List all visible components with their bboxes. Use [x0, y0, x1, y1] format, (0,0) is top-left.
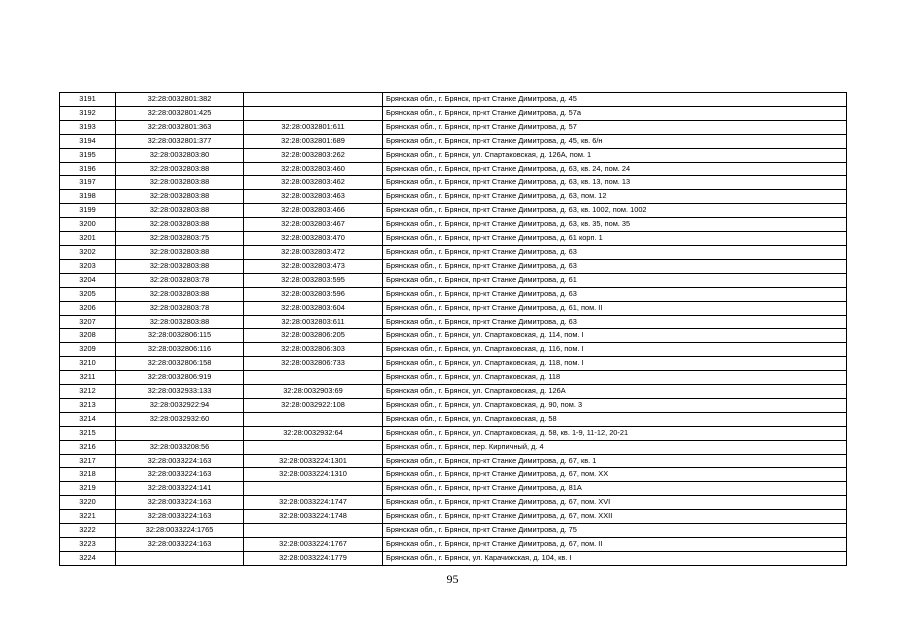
table-row [60, 357, 847, 371]
cadastral-number-cell: 32:28:0032801:382 [116, 93, 244, 107]
table-row [60, 287, 847, 301]
row-number-cell: 3199 [60, 204, 116, 218]
address-cell: Брянская обл., г. Брянск, ул. Спартаковская, д. 126А [383, 385, 847, 399]
table-row [60, 398, 847, 412]
object-cadastral-number-cell: 32:28:0032806:205 [244, 329, 383, 343]
row-number-cell: 3223 [60, 538, 116, 552]
cadastral-number-cell: 32:28:0032922:94 [116, 398, 244, 412]
row-number-cell: 3224 [60, 551, 116, 565]
row-number-cell: 3208 [60, 329, 116, 343]
object-cadastral-number-cell: 32:28:0032803:463 [244, 190, 383, 204]
table-row [60, 162, 847, 176]
table-row [60, 134, 847, 148]
address-cell: Брянская обл., г. Брянск, пр-кт Станке Димитрова, д. 67, пом. XX [383, 468, 847, 482]
object-cadastral-number-cell: 32:28:0032803:611 [244, 315, 383, 329]
table-row [60, 204, 847, 218]
address-cell: Брянская обл., г. Брянск, пр-кт Станке Димитрова, д. 45, кв. 6/н [383, 134, 847, 148]
cadastral-number-cell: 32:28:0033224:163 [116, 538, 244, 552]
address-cell: Брянская обл., г. Брянск, ул. Спартаковская, д. 58, кв. 1-9, 11-12, 20-21 [383, 426, 847, 440]
row-number-cell: 3193 [60, 120, 116, 134]
table-row [60, 524, 847, 538]
address-cell: Брянская обл., г. Брянск, ул. Спартаковская, д. 118 [383, 371, 847, 385]
cadastral-number-cell: 32:28:0032803:78 [116, 301, 244, 315]
object-cadastral-number-cell [244, 93, 383, 107]
object-cadastral-number-cell [244, 371, 383, 385]
cadastral-number-cell: 32:28:0032933:133 [116, 385, 244, 399]
table-row [60, 385, 847, 399]
object-cadastral-number-cell: 32:28:0032803:466 [244, 204, 383, 218]
address-cell: Брянская обл., г. Брянск, ул. Карачижская, д. 104, кв. I [383, 551, 847, 565]
cadastral-number-cell: 32:28:0032803:88 [116, 315, 244, 329]
table-row [60, 301, 847, 315]
object-cadastral-number-cell: 32:28:0032801:689 [244, 134, 383, 148]
address-cell: Брянская обл., г. Брянск, пр-кт Станке Димитрова, д. 61 корп. 1 [383, 232, 847, 246]
cadastral-table [59, 92, 847, 566]
address-cell: Брянская обл., г. Брянск, пр-кт Станке Димитрова, д. 67, пом. XXII [383, 510, 847, 524]
address-cell: Брянская обл., г. Брянск, пр-кт Станке Димитрова, д. 61 [383, 273, 847, 287]
row-number-cell: 3221 [60, 510, 116, 524]
address-cell: Брянская обл., г. Брянск, пр-кт Станке Димитрова, д. 57 [383, 120, 847, 134]
address-cell: Брянская обл., г. Брянск, пр-кт Станке Димитрова, д. 61, пом. II [383, 301, 847, 315]
row-number-cell: 3202 [60, 245, 116, 259]
cadastral-number-cell: 32:28:0032806:115 [116, 329, 244, 343]
object-cadastral-number-cell: 32:28:0032803:473 [244, 259, 383, 273]
address-cell: Брянская обл., г. Брянск, пр-кт Станке Димитрова, д. 63, пом. 12 [383, 190, 847, 204]
cadastral-number-cell: 32:28:0032932:60 [116, 412, 244, 426]
cadastral-number-cell: 32:28:0032803:80 [116, 148, 244, 162]
address-cell: Брянская обл., г. Брянск, пр-кт Станке Димитрова, д. 67, кв. 1 [383, 454, 847, 468]
address-cell: Брянская обл., г. Брянск, пр-кт Станке Димитрова, д. 63 [383, 259, 847, 273]
cadastral-number-cell: 32:28:0033224:141 [116, 482, 244, 496]
row-number-cell: 3203 [60, 259, 116, 273]
table-row [60, 329, 847, 343]
row-number-cell: 3197 [60, 176, 116, 190]
cadastral-number-cell: 32:28:0032806:158 [116, 357, 244, 371]
object-cadastral-number-cell: 32:28:0032803:462 [244, 176, 383, 190]
cadastral-number-cell: 32:28:0032803:88 [116, 259, 244, 273]
object-cadastral-number-cell: 32:28:0033224:1310 [244, 468, 383, 482]
object-cadastral-number-cell: 32:28:0033224:1767 [244, 538, 383, 552]
object-cadastral-number-cell: 32:28:0032903:69 [244, 385, 383, 399]
cadastral-number-cell: 32:28:0032801:425 [116, 106, 244, 120]
row-number-cell: 3212 [60, 385, 116, 399]
table-row [60, 259, 847, 273]
row-number-cell: 3213 [60, 398, 116, 412]
object-cadastral-number-cell: 32:28:0033224:1748 [244, 510, 383, 524]
page-number: 95 [446, 572, 459, 586]
cadastral-number-cell: 32:28:0032801:377 [116, 134, 244, 148]
address-cell: Брянская обл., г. Брянск, пр-кт Станке Димитрова, д. 63, кв. 24, пом. 24 [383, 162, 847, 176]
table-row [60, 93, 847, 107]
table-row [60, 190, 847, 204]
table-row [60, 120, 847, 134]
address-cell: Брянская обл., г. Брянск, пр-кт Станке Димитрова, д. 45 [383, 93, 847, 107]
address-cell: Брянская обл., г. Брянск, пр-кт Станке Димитрова, д. 75 [383, 524, 847, 538]
table-row [60, 496, 847, 510]
address-cell: Брянская обл., г. Брянск, пр-кт Станке Димитрова, д. 67, пом. II [383, 538, 847, 552]
table-row [60, 176, 847, 190]
table-row [60, 551, 847, 565]
cadastral-number-cell: 32:28:0033224:163 [116, 468, 244, 482]
object-cadastral-number-cell: 32:28:0032922:108 [244, 398, 383, 412]
table-row [60, 148, 847, 162]
table-row [60, 412, 847, 426]
table-row [60, 426, 847, 440]
address-cell: Брянская обл., г. Брянск, ул. Спартаковская, д. 58 [383, 412, 847, 426]
row-number-cell: 3211 [60, 371, 116, 385]
address-cell: Брянская обл., г. Брянск, пр-кт Станке Димитрова, д. 63 [383, 287, 847, 301]
cadastral-number-cell [116, 551, 244, 565]
address-cell: Брянская обл., г. Брянск, пр-кт Станке Димитрова, д. 67, пом. XVI [383, 496, 847, 510]
object-cadastral-number-cell [244, 412, 383, 426]
cadastral-number-cell: 32:28:0032806:919 [116, 371, 244, 385]
table-row [60, 343, 847, 357]
row-number-cell: 3219 [60, 482, 116, 496]
address-cell: Брянская обл., г. Брянск, ул. Спартаковская, д. 118, пом. I [383, 357, 847, 371]
address-cell: Брянская обл., г. Брянск, пер. Кирпичный, д. 4 [383, 440, 847, 454]
cadastral-number-cell: 32:28:0032803:88 [116, 218, 244, 232]
table-row [60, 106, 847, 120]
table-row [60, 371, 847, 385]
cadastral-number-cell [116, 426, 244, 440]
cadastral-number-cell: 32:28:0032803:88 [116, 245, 244, 259]
row-number-cell: 3201 [60, 232, 116, 246]
address-cell: Брянская обл., г. Брянск, ул. Спартаковская, д. 90, пом. 3 [383, 398, 847, 412]
row-number-cell: 3220 [60, 496, 116, 510]
address-cell: Брянская обл., г. Брянск, пр-кт Станке Димитрова, д. 63 [383, 315, 847, 329]
object-cadastral-number-cell: 32:28:0032932:64 [244, 426, 383, 440]
table-body [60, 93, 847, 566]
cadastral-number-cell: 32:28:0032803:88 [116, 204, 244, 218]
object-cadastral-number-cell: 32:28:0032803:596 [244, 287, 383, 301]
object-cadastral-number-cell: 32:28:0032803:604 [244, 301, 383, 315]
table-row [60, 440, 847, 454]
row-number-cell: 3191 [60, 93, 116, 107]
address-cell: Брянская обл., г. Брянск, ул. Спартаковская, д. 116, пом. I [383, 343, 847, 357]
cadastral-number-cell: 32:28:0032803:75 [116, 232, 244, 246]
object-cadastral-number-cell: 32:28:0032803:467 [244, 218, 383, 232]
address-cell: Брянская обл., г. Брянск, ул. Спартаковская, д. 114, пом. I [383, 329, 847, 343]
object-cadastral-number-cell: 32:28:0032803:595 [244, 273, 383, 287]
cadastral-number-cell: 32:28:0033208:56 [116, 440, 244, 454]
cadastral-number-cell: 32:28:0032803:88 [116, 190, 244, 204]
cadastral-number-cell: 32:28:0033224:1765 [116, 524, 244, 538]
row-number-cell: 3215 [60, 426, 116, 440]
address-cell: Брянская обл., г. Брянск, пр-кт Станке Димитрова, д. 81А [383, 482, 847, 496]
row-number-cell: 3217 [60, 454, 116, 468]
cadastral-number-cell: 32:28:0033224:163 [116, 510, 244, 524]
cadastral-number-cell: 32:28:0032803:78 [116, 273, 244, 287]
table-row [60, 218, 847, 232]
row-number-cell: 3196 [60, 162, 116, 176]
address-cell: Брянская обл., г. Брянск, пр-кт Станке Димитрова, д. 63 [383, 245, 847, 259]
table-row [60, 315, 847, 329]
table-row [60, 468, 847, 482]
table-row [60, 510, 847, 524]
row-number-cell: 3222 [60, 524, 116, 538]
object-cadastral-number-cell: 32:28:0032806:733 [244, 357, 383, 371]
row-number-cell: 3195 [60, 148, 116, 162]
object-cadastral-number-cell: 32:28:0032803:470 [244, 232, 383, 246]
object-cadastral-number-cell: 32:28:0033224:1301 [244, 454, 383, 468]
row-number-cell: 3206 [60, 301, 116, 315]
address-cell: Брянская обл., г. Брянск, пр-кт Станке Димитрова, д. 63, кв. 1002, пом. 1002 [383, 204, 847, 218]
row-number-cell: 3198 [60, 190, 116, 204]
cadastral-number-cell: 32:28:0033224:163 [116, 454, 244, 468]
object-cadastral-number-cell: 32:28:0032806:303 [244, 343, 383, 357]
row-number-cell: 3209 [60, 343, 116, 357]
object-cadastral-number-cell: 32:28:0032803:472 [244, 245, 383, 259]
object-cadastral-number-cell: 32:28:0033224:1747 [244, 496, 383, 510]
object-cadastral-number-cell: 32:28:0033224:1779 [244, 551, 383, 565]
address-cell: Брянская обл., г. Брянск, пр-кт Станке Димитрова, д. 63, кв. 35, пом. 35 [383, 218, 847, 232]
table-row [60, 273, 847, 287]
table-row [60, 482, 847, 496]
address-cell: Брянская обл., г. Брянск, пр-кт Станке Димитрова, д. 57а [383, 106, 847, 120]
object-cadastral-number-cell: 32:28:0032803:460 [244, 162, 383, 176]
address-cell: Брянская обл., г. Брянск, ул. Спартаковская, д. 126А, пом. 1 [383, 148, 847, 162]
row-number-cell: 3214 [60, 412, 116, 426]
row-number-cell: 3200 [60, 218, 116, 232]
row-number-cell: 3218 [60, 468, 116, 482]
row-number-cell: 3210 [60, 357, 116, 371]
object-cadastral-number-cell [244, 524, 383, 538]
row-number-cell: 3194 [60, 134, 116, 148]
object-cadastral-number-cell [244, 440, 383, 454]
object-cadastral-number-cell: 32:28:0032803:262 [244, 148, 383, 162]
cadastral-number-cell: 32:28:0032801:363 [116, 120, 244, 134]
table-row [60, 538, 847, 552]
address-cell: Брянская обл., г. Брянск, пр-кт Станке Димитрова, д. 63, кв. 13, пом. 13 [383, 176, 847, 190]
cadastral-number-cell: 32:28:0032803:88 [116, 176, 244, 190]
row-number-cell: 3216 [60, 440, 116, 454]
row-number-cell: 3205 [60, 287, 116, 301]
table-row [60, 232, 847, 246]
row-number-cell: 3192 [60, 106, 116, 120]
object-cadastral-number-cell [244, 482, 383, 496]
cadastral-number-cell: 32:28:0032803:88 [116, 287, 244, 301]
row-number-cell: 3207 [60, 315, 116, 329]
object-cadastral-number-cell [244, 106, 383, 120]
table-row [60, 245, 847, 259]
object-cadastral-number-cell: 32:28:0032801:611 [244, 120, 383, 134]
row-number-cell: 3204 [60, 273, 116, 287]
cadastral-number-cell: 32:28:0032806:116 [116, 343, 244, 357]
cadastral-number-cell: 32:28:0033224:163 [116, 496, 244, 510]
cadastral-number-cell: 32:28:0032803:88 [116, 162, 244, 176]
table-row [60, 454, 847, 468]
